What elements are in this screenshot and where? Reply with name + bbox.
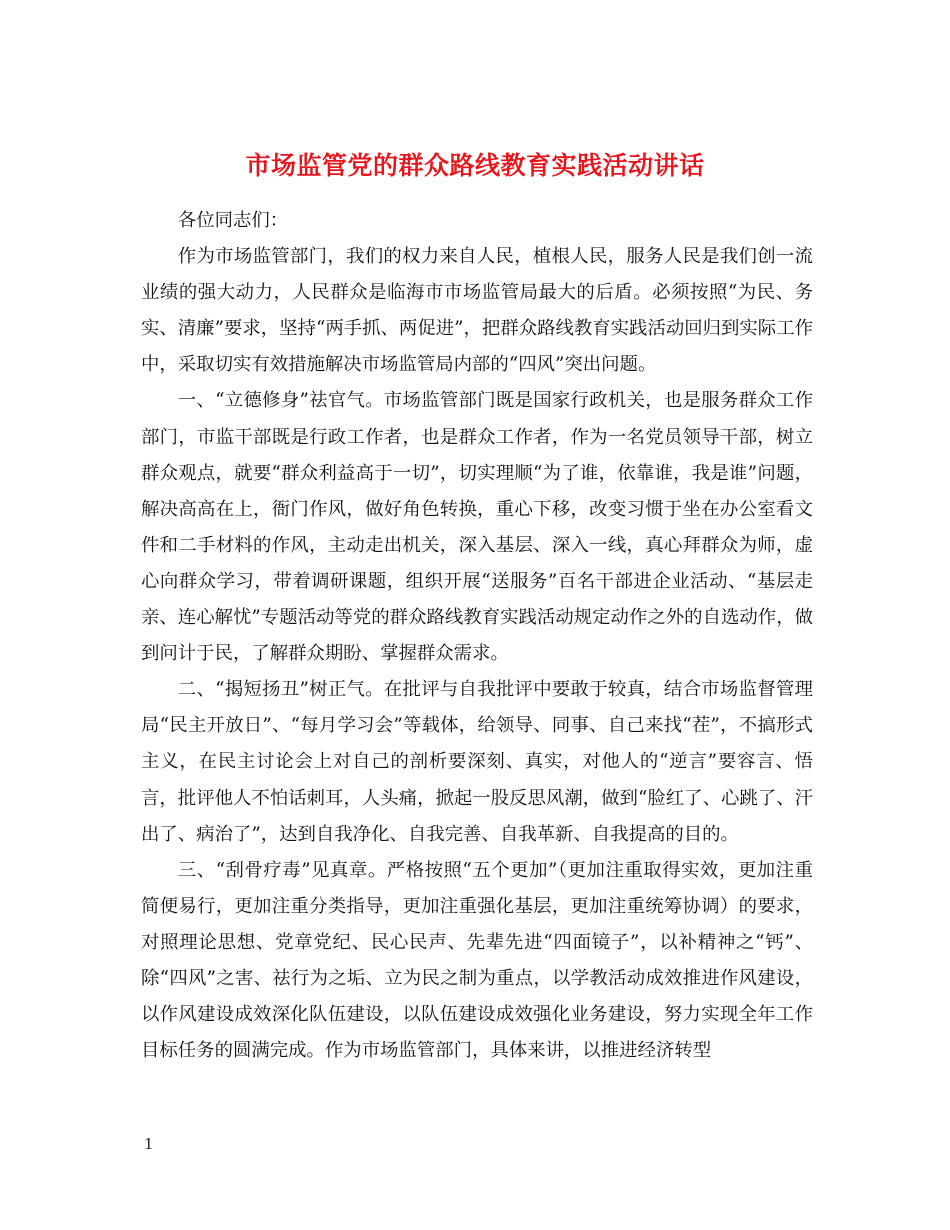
salutation-paragraph: 各位同志们：	[177, 210, 289, 231]
document-body	[141, 203, 813, 1069]
page-number: 1	[144, 1135, 154, 1153]
document-title: 市场监管党的群众路线教育实践活动讲话	[245, 150, 705, 180]
intro-paragraph: 作为市场监管部门，我们的权力来自人民，植根人民，服务人民是我们创一流业绩的强大动力，人民群众是临海市市场监管局最大的后盾。必须按照“为民、务实、清廉”要求，坚持“两手抓、两促进”，把群众路线教育实践活动回归到实际工作中，采取切实有效措施解决市场监管局内部的“四风”突出问题。	[141, 246, 813, 376]
section-two-paragraph: 二、“揭短扬丑”树正气。在批评与自我批评中要敢于较真，结合市场监督管理局“民主开放日”、“每月学习会”等载体，给领导、同事、自己来找“茬”，不搞形式主义，在民主讨论会上对自己的剖析要深刻、真实，对他人的“逆言”要容言、悟言，批评他人不怕话刺耳，人头痛，掀起一股反思风潮，做到“脸红了、心跳了、汗出了、病治了”，达到自我净化、自我完善、自我革新、自我提高的目的。	[141, 679, 813, 845]
section-three-paragraph: 三、“刮骨疗毒”见真章。严格按照“五个更加”（更加注重取得实效，更加注重简便易行，更加注重分类指导，更加注重强化基层，更加注重统筹协调）的要求，对照理论思想、党章党纪、民心民声、先辈先进“四面镜子”，以补精神之“钙”、除“四风”之害、祛行为之垢、立为民之制为重点，以学教活动成效推进作风建设，以作风建设成效深化队伍建设，以队伍建设成效强化业务建设，努力实现全年工作目标任务的圆满完成。作为市场监管部门，具体来讲，以推进经济转型	[141, 859, 813, 1062]
section-one-paragraph: 一、“立德修身”祛官气。市场监管部门既是国家行政机关，也是服务群众工作部门，市监干部既是行政工作者，也是群众工作者，作为一名党员领导干部，树立群众观点，就要“群众利益高于一切”，切实理顺“为了谁，依靠谁，我是谁”问题，解决高高在上，衙门作风，做好角色转换，重心下移，改变习惯于坐在办公室看文件和二手材料的作风，主动走出机关，深入基层、深入一线，真心拜群众为师，虚心向群众学习，带着调研课题，组织开展“送服务”百名干部进企业活动、“基层走亲、连心解忧”专题活动等党的群众路线教育实践活动规定动作之外的自选动作，做到问计于民，了解群众期盼、掌握群众需求。	[141, 390, 813, 665]
